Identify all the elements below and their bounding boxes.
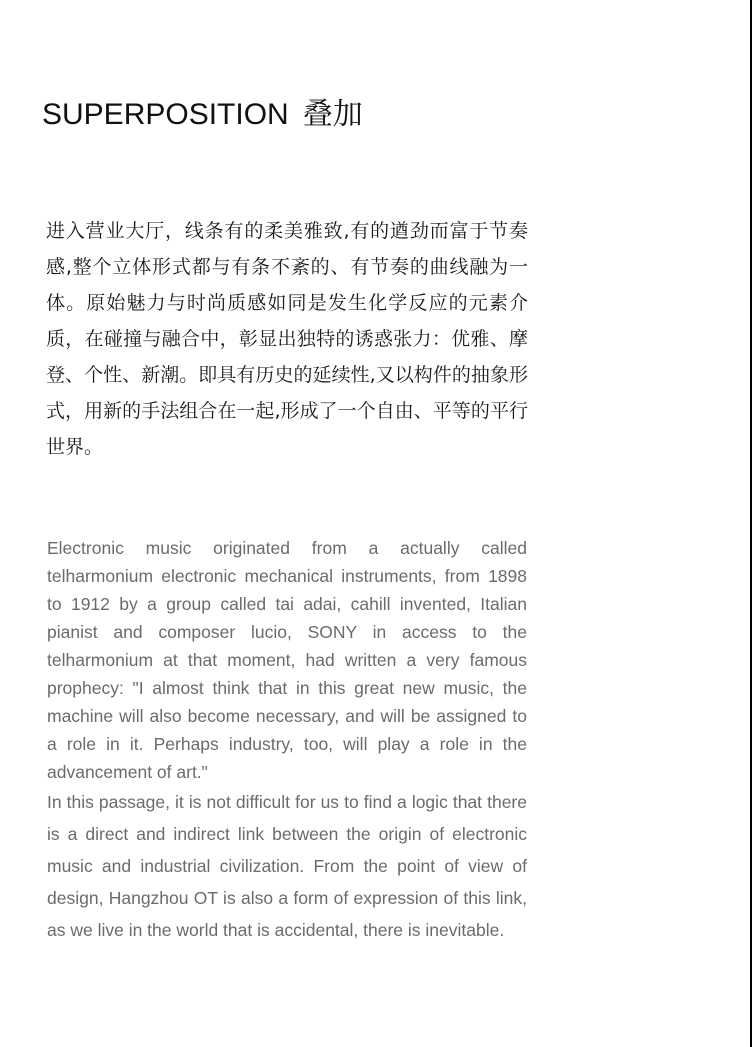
english-paragraph-2: In this passage, it is not difficult for us to find a logic that there is a direct and indirect link between the origin of electronic music and industrial civilization. From the point of view of design, Hangzhou OT is also a form of expression of this link, as we live in the world that is accidental, there is inevitable. bbox=[47, 792, 527, 940]
english-text-block bbox=[47, 534, 527, 946]
section-title-english: SUPERPOSITION bbox=[42, 98, 289, 131]
chinese-paragraph: 进入营业大厅，线条有的柔美雅致,有的遒劲而富于节奏感,整个立体形式都与有条不紊的、有节奏的曲线融为一体。原始魅力与时尚质感如同是发生化学反应的元素介质，在碰撞与融合中，彰显出独特的诱惑张力：优雅、摩登、个性、新潮。即具有历史的延续性,又以构件的抽象形式，用新的手法组合在一起,形成了一个自由、平等的平行世界。 bbox=[46, 220, 528, 458]
english-paragraph-1: Electronic music originated from a actually called telharmonium electronic mechanical instruments, from 1898 to 1912 by a group called tai adai, cahill invented, Italian pianist and composer lucio, SONY in access to the telharmonium at that moment, had written a very famous prophecy: "I almost think that in this great new music, the machine will also become necessary, and will be assigned to a role in it. Perhaps industry, too, will play a role in the advancement of art." bbox=[47, 538, 527, 782]
section-title bbox=[42, 95, 363, 135]
section-title-chinese: 叠加 bbox=[302, 98, 363, 131]
